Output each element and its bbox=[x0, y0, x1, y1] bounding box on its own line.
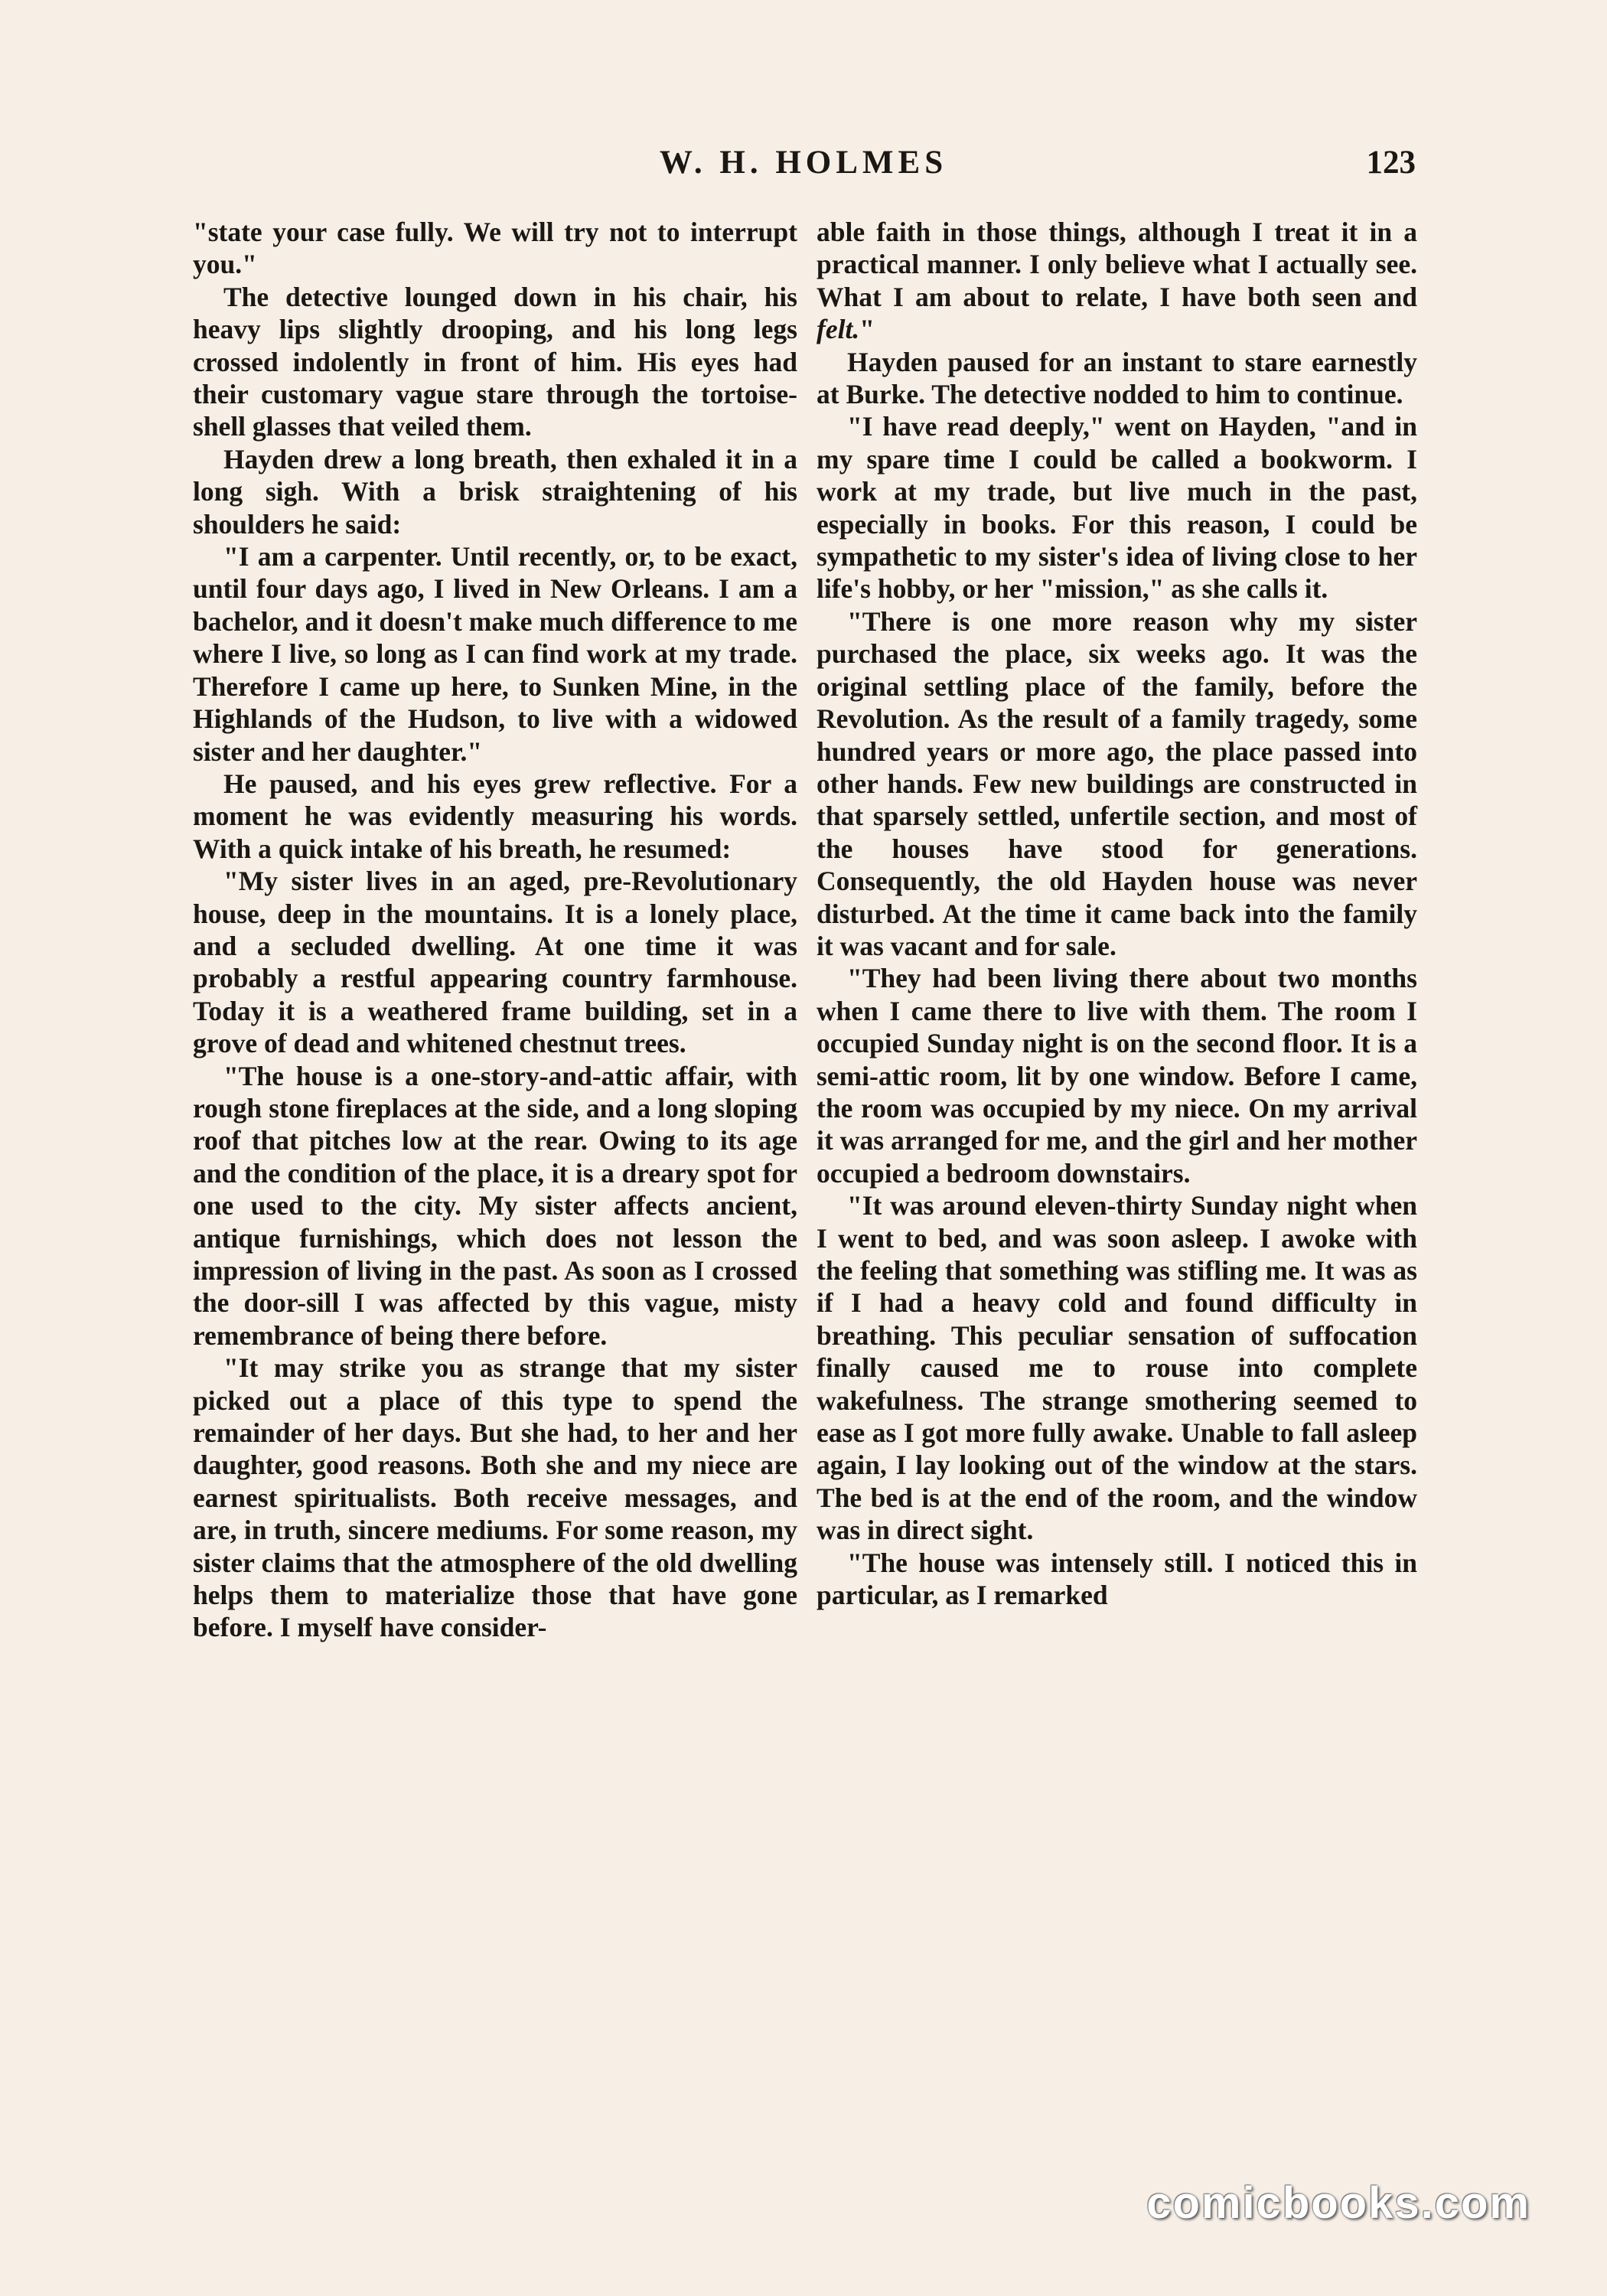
paragraph: "The house is a one-story-and-attic affair, with rough stone fireplaces at the side, and a long sloping roof that pitches low at the rear. Owing to its age and the condition of the place, it is a dreary spot for one used to the city. My sister affects ancient, antique furnishings, which does not lesson the impression of living in the past. As soon as I crossed the door-sill I was affected by this vague, misty remembrance of being there before. bbox=[193, 1060, 797, 1351]
left-text-column bbox=[193, 216, 797, 1644]
paragraph: "It may strike you as strange that my sister picked out a place of this type to spend the remainder of her days. But she had, to her and her daughter, good reasons. Both she and my niece are earnest spiritualists. Both receive messages, and are, in truth, sincere mediums. For some reason, my sister claims that the atmosphere of the old dwelling helps them to materialize those that have gone before. I myself have consider- bbox=[193, 1352, 797, 1643]
emphasized-word: felt. bbox=[817, 314, 860, 345]
paragraph-text: able faith in those things, although I treat it in a practical manner. I only believe what I actually see. What I am about to relate, I have both seen and bbox=[817, 217, 1417, 312]
closing-quote: " bbox=[859, 314, 875, 345]
paragraph: Hayden paused for an instant to stare earnestly at Burke. The detective nodded to him to continue. bbox=[817, 346, 1417, 410]
paragraph: "They had been living there about two months when I came there to live with them. The room I occupied Sunday night is on the second floor. It is a semi-attic room, lit by one window. Before I came, the room was occupied by my niece. On my arrival it was arranged for me, and the girl and her mother occupied a bedroom downstairs. bbox=[817, 963, 1417, 1189]
page-number: 123 bbox=[1366, 145, 1416, 181]
right-text-column bbox=[817, 216, 1417, 1611]
paragraph: "It was around eleven-thirty Sunday night when I went to bed, and was soon asleep. I awoke with the feeling that something was stifling me. It was as if I had a heavy cold and found difficulty in breathing. This peculiar sensation of suffocation finally caused me to rouse into complete wakefulness. The strange smothering seemed to ease as I got more fully awake. Unable to fall asleep again, I lay looking out of the window at the stars. The bed is at the end of the room, and the window was in direct sight. bbox=[817, 1190, 1417, 1546]
paragraph: "state your case fully. We will try not to interrupt you." bbox=[193, 217, 797, 280]
page-header bbox=[191, 144, 1416, 190]
paragraph: Hayden drew a long breath, then exhaled it in a long sigh. With a brisk straightening of his shoulders he said: bbox=[193, 443, 797, 540]
paragraph: "The house was intensely still. I noticed this in particular, as I remarked bbox=[817, 1547, 1417, 1611]
paragraph: "I am a carpenter. Until recently, or, to be exact, until four days ago, I lived in New Orleans. I am a bachelor, and it doesn't make much difference to me where I live, so long as I can find work at my trade. Therefore I came up here, to Sunken Mine, in the Highlands of the Hudson, to live with a widowed sister and her daughter." bbox=[193, 541, 797, 767]
running-head: W. H. HOLMES bbox=[659, 145, 948, 181]
paragraph: The detective lounged down in his chair, his heavy lips slightly drooping, and his long legs crossed indolently in front of him. His eyes had their customary vague stare through the tortoise-shell glasses that veiled them. bbox=[193, 281, 797, 442]
paragraph: "My sister lives in an aged, pre-Revolutionary house, deep in the mountains. It is a lonely place, and a secluded dwelling. At one time it was probably a restful appearing country farmhouse. Today it is a weathered frame building, set in a grove of dead and whitened chestnut trees. bbox=[193, 866, 797, 1059]
paragraph bbox=[817, 216, 1417, 346]
paragraph: He paused, and his eyes grew reflective. For a moment he was evidently measuring his words. With a quick intake of his breath, he resumed: bbox=[193, 768, 797, 864]
watermark: comicbooks.com bbox=[1146, 2178, 1530, 2228]
paragraph: "There is one more reason why my sister purchased the place, six weeks ago. It was the original settling place of the family, before the Revolution. As the result of a family tragedy, some hundred years or more ago, the place passed into other hands. Few new buildings are constructed in that sparsely settled, unfertile section, and most of the houses have stood for generations. Consequently, the old Hayden house was never disturbed. At the time it came back into the family it was vacant and for sale. bbox=[817, 605, 1417, 961]
paragraph: "I have read deeply," went on Hayden, "and in my spare time I could be called a bookworm. I work at my trade, but live much in the past, especially in books. For this reason, I could be sympathetic to my sister's idea of living close to her life's hobby, or her "mission," as she calls it. bbox=[817, 411, 1417, 605]
